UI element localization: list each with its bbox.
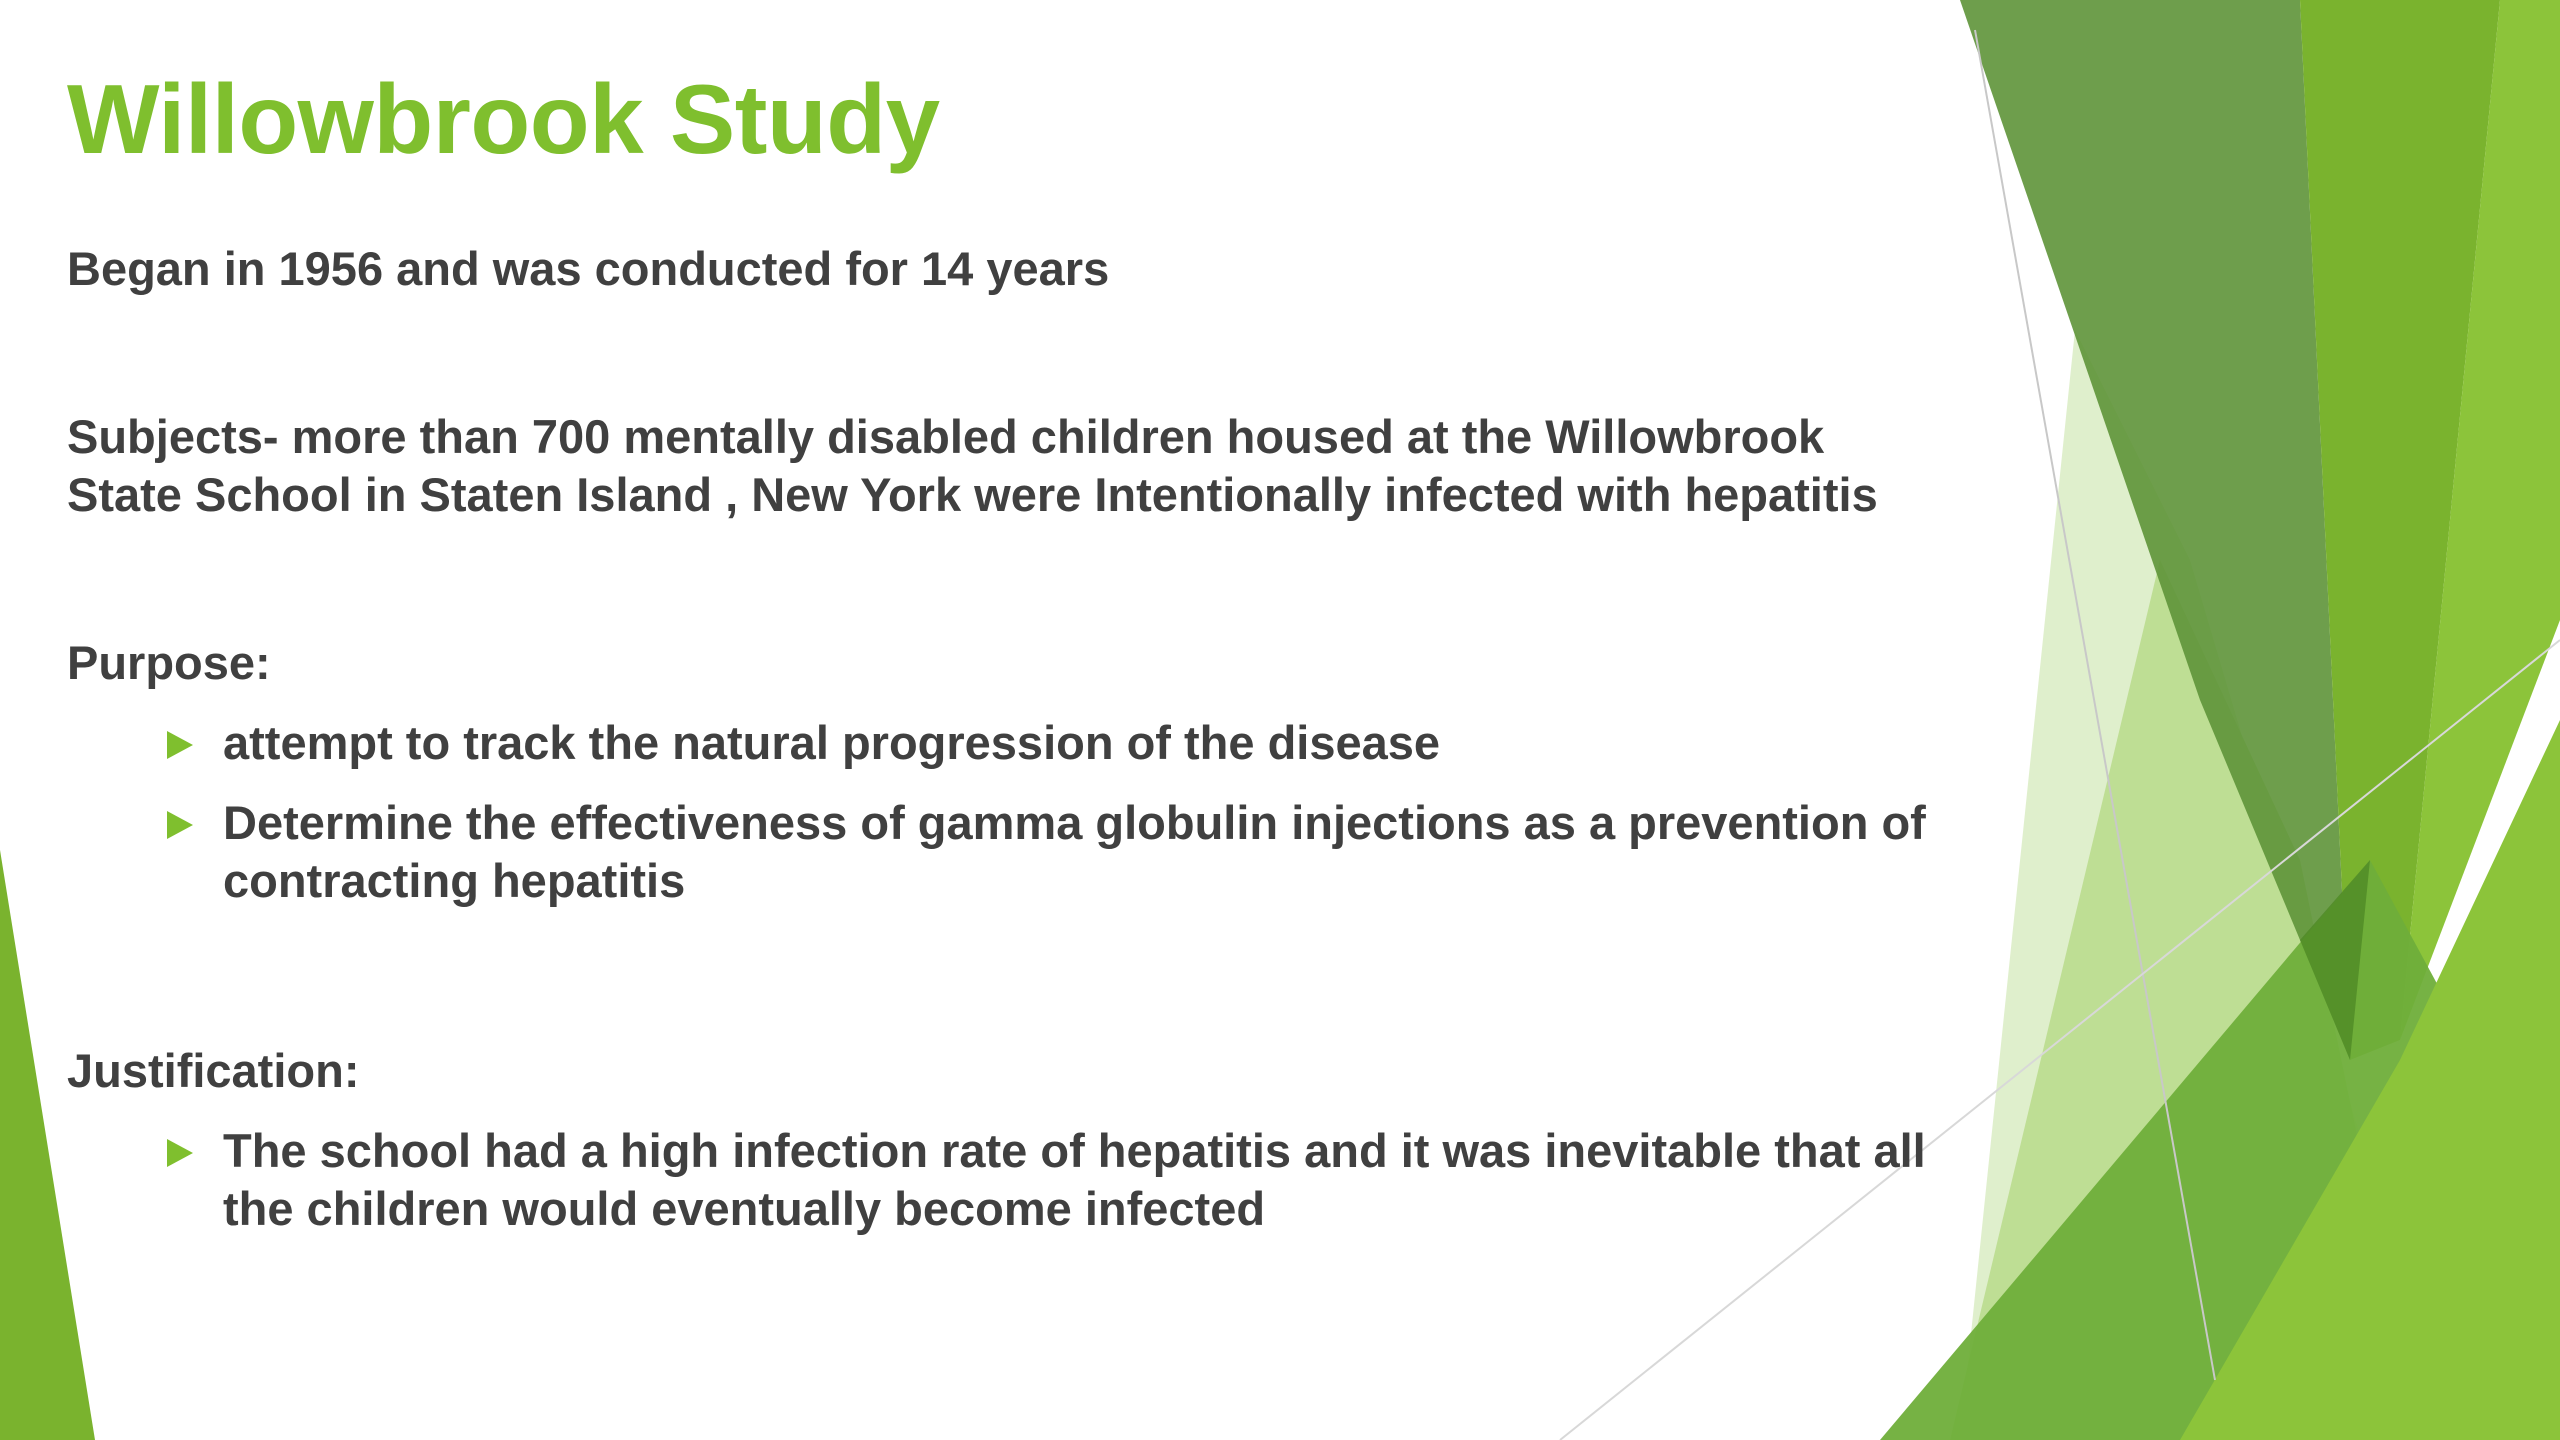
list-item xyxy=(67,714,1947,772)
slide-body xyxy=(67,240,1947,1260)
justification-list xyxy=(67,1122,1947,1238)
slide-title: Willowbrook Study xyxy=(67,64,940,174)
bullet-text: Determine the effectiveness of gamma globulin injections as a prevention of contracting hepatitis xyxy=(223,796,1926,907)
list-item xyxy=(67,1122,1947,1238)
triangle-right-icon xyxy=(167,811,193,839)
triangle-right-icon xyxy=(167,1139,193,1167)
spacer xyxy=(67,932,1947,1042)
purpose-list xyxy=(67,714,1947,910)
purpose-heading: Purpose: xyxy=(67,636,271,689)
subjects-text: Subjects- more than 700 mentally disabled children housed at the Willowbrook State School in Staten Island , New York were Intentionally infected with hepatitis xyxy=(67,410,1878,521)
bullet-text: attempt to track the natural progression of the disease xyxy=(223,716,1441,769)
triangle-right-icon xyxy=(167,731,193,759)
justification-heading: Justification: xyxy=(67,1044,360,1097)
bullet-text: The school had a high infection rate of hepatitis and it was inevitable that all the children would eventually become infected xyxy=(223,1124,1926,1235)
intro-text: Began in 1956 and was conducted for 14 years xyxy=(67,242,1110,295)
list-item xyxy=(67,794,1947,910)
